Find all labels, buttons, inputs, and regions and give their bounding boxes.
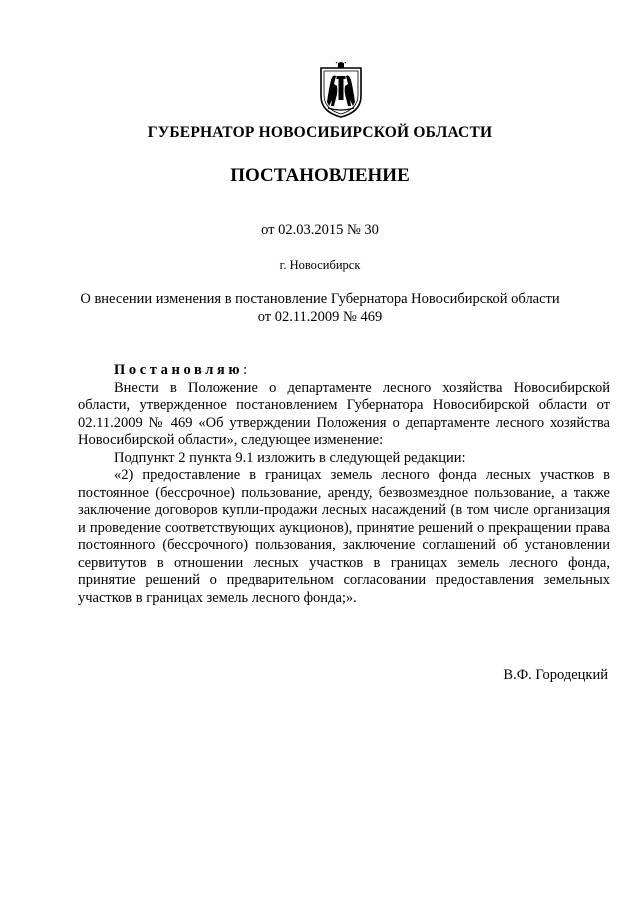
decree-colon: : xyxy=(243,362,248,378)
signature-name: В.Ф. Городецкий xyxy=(503,667,608,683)
document-date-number: от 02.03.2015 № 30 xyxy=(261,222,379,238)
authority-title: ГУБЕРНАТОР НОВОСИБИРСКОЙ ОБЛАСТИ xyxy=(147,124,493,141)
paragraph-2: Подпункт 2 пункта 9.1 изложить в следующей редакции: xyxy=(114,449,466,466)
document-city: г. Новосибирск xyxy=(279,258,361,272)
paragraph-3: «2) предоставление в границах земель лесного фонда лесных участков в постоянное (бессрочное) пользование, аренду, безвозмездное пользование, а также заключение договоров купли-продажи лесных насаждений (в том числе организация и проведение соответствующих аукционов), принятие решений о прекращении права постоянного (бессрочного) пользования, заключение соглашений об установлении сервитутов в отношении лесных участков в границах земель лесного фонда, принятие решений о предварительном согласовании предоставления земельных участков в границах земель лесного фонда;». xyxy=(78,467,610,606)
document-subject xyxy=(0,290,640,326)
decree-word: Постановляю xyxy=(114,362,244,378)
document-body xyxy=(78,362,610,607)
paragraph-1: Внести в Положение о департаменте лесного хозяйства Новосибирской области, утвержденное постановлением Губернатора Новосибирской области от 02.11.2009 № 469 «Об утверждении Положения о департаменте лесного хозяйства Новосибирской области», следующее изменение: xyxy=(78,379,610,448)
decree-line xyxy=(78,362,610,380)
subject-line-2: от 02.11.2009 № 469 xyxy=(257,309,383,325)
subject-line-1: О внесении изменения в постановление Губернатора Новосибирской области xyxy=(80,291,560,307)
coat-of-arms-icon xyxy=(318,62,364,118)
document-type-title: ПОСТАНОВЛЕНИЕ xyxy=(230,165,410,186)
